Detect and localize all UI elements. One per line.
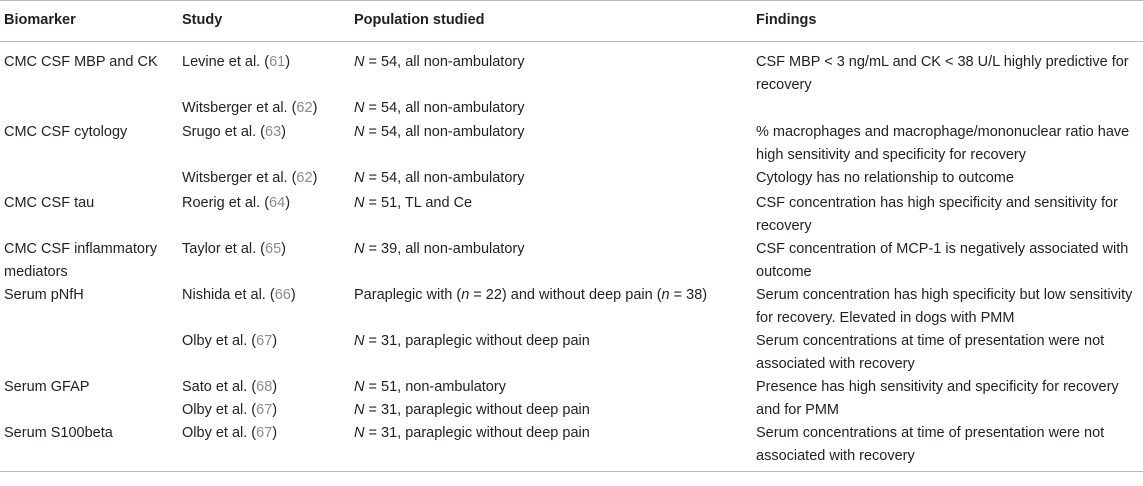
- cell-biomarker: [0, 167, 178, 190]
- cell-biomarker: Serum S100beta: [0, 422, 178, 472]
- header-biomarker: Biomarker: [0, 1, 178, 42]
- cell-findings: [752, 97, 1143, 120]
- cell-study: Taylor et al. (65): [182, 241, 286, 257]
- cell-study: Nishida et al. (66): [182, 287, 296, 303]
- cell-findings: Serum concentrations at time of presentation were not associated with recovery: [756, 333, 1105, 372]
- reference-link[interactable]: 66: [274, 287, 291, 303]
- reference-link[interactable]: 67: [256, 402, 273, 418]
- cell-findings: % macrophages and macrophage/mononuclear ratio have high sensitivity and specificity for recovery: [756, 124, 1130, 163]
- cell-findings: CSF concentration of MCP-1 is negatively associated with outcome: [756, 241, 1129, 280]
- table-row: [0, 284, 1143, 330]
- cell-biomarker: CMC CSF tau: [4, 195, 95, 211]
- cell-population: N = 51, TL and Ce: [354, 195, 473, 211]
- cell-biomarker: Serum GFAP: [4, 379, 90, 395]
- reference-link[interactable]: 65: [265, 241, 282, 257]
- reference-link[interactable]: 62: [296, 100, 313, 116]
- table-row: [0, 376, 1143, 422]
- header-findings: Findings: [752, 1, 1143, 42]
- cell-study: Olby et al. (67): [182, 333, 278, 349]
- cell-population: N = 54, all non-ambulatory: [354, 100, 525, 116]
- reference-link[interactable]: 63: [265, 124, 282, 140]
- cell-study: Witsberger et al. (62): [182, 170, 318, 186]
- table-row: [0, 97, 1143, 120]
- cell-population: N = 51, non-ambulatory N = 31, paraplegic without deep pain: [354, 379, 590, 418]
- cell-biomarker: Serum pNfH: [4, 287, 84, 303]
- cell-study: Srugo et al. (63): [182, 124, 286, 140]
- reference-link[interactable]: 68: [256, 379, 273, 395]
- header-study: Study: [178, 1, 350, 42]
- cell-findings: CSF MBP < 3 ng/mL and CK < 38 U/L highly predictive for recovery: [752, 42, 1143, 98]
- cell-biomarker: [0, 330, 178, 376]
- reference-link[interactable]: 64: [269, 195, 286, 211]
- reference-link[interactable]: 67: [256, 425, 273, 441]
- cell-population: N = 31, paraplegic without deep pain: [350, 422, 752, 472]
- table-row: [0, 238, 1143, 284]
- cell-findings: Serum concentration has high specificity but low sensitivity for recovery. Elevated in dogs with PMM: [756, 287, 1133, 326]
- reference-link[interactable]: 67: [256, 333, 273, 349]
- cell-population: Paraplegic with (n = 22) and without deep pain (n = 38): [354, 287, 708, 303]
- cell-findings: Cytology has no relationship to outcome: [756, 170, 1014, 186]
- cell-study: Levine et al. (61): [178, 42, 350, 98]
- cell-study: Olby et al. (67): [178, 422, 350, 472]
- table-row: [0, 190, 1143, 238]
- cell-biomarker: CMC CSF cytology: [4, 124, 128, 140]
- header-population: Population studied: [350, 1, 752, 42]
- header-row: [0, 1, 1143, 42]
- table-row: [0, 330, 1143, 376]
- cell-population: N = 54, all non-ambulatory: [354, 124, 525, 140]
- cell-population: N = 31, paraplegic without deep pain: [354, 333, 590, 349]
- cell-biomarker: CMC CSF MBP and CK: [0, 42, 178, 98]
- table-row: [0, 120, 1143, 167]
- cell-study: Witsberger et al. (62): [182, 100, 318, 116]
- cell-findings: Serum concentrations at time of presentation were not associated with recovery: [752, 422, 1143, 472]
- reference-link[interactable]: 61: [269, 54, 286, 70]
- cell-population: N = 39, all non-ambulatory: [354, 241, 525, 257]
- table-row: [0, 167, 1143, 190]
- table-row: [0, 422, 1143, 472]
- table-row: [0, 42, 1143, 98]
- cell-biomarker: CMC CSF inflammatory mediators: [4, 241, 158, 280]
- reference-link[interactable]: 62: [296, 170, 313, 186]
- cell-biomarker: [0, 97, 178, 120]
- cell-study: Roerig et al. (64): [182, 195, 291, 211]
- cell-findings: Presence has high sensitivity and specificity for recovery and for PMM: [756, 379, 1119, 418]
- cell-findings: CSF concentration has high specificity and sensitivity for recovery: [756, 195, 1118, 234]
- cell-population: N = 54, all non-ambulatory: [354, 170, 525, 186]
- cell-population: N = 54, all non-ambulatory: [350, 42, 752, 98]
- cell-study: Sato et al. (68) Olby et al. (67): [182, 379, 278, 418]
